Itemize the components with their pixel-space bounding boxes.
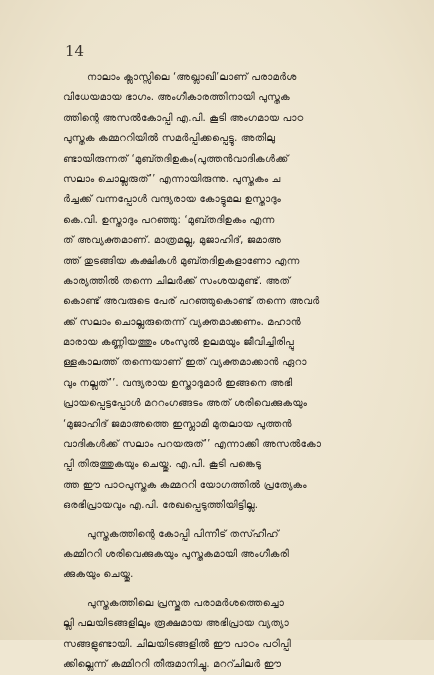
text-line: പ്പി തിരുത്തുകയും ചെയ്തു. എ.പി. കൂടി പങ്കെടു (63, 459, 262, 471)
text-line: ക്ക് സലാം ചൊല്ലരുതെന്ന് വ്യക്തമാക്കണം. മഹാൻ (63, 316, 301, 328)
text-line: ർച്ചക്ക് വന്നപ്പോൾ വന്ദ്യരായ കോട്ടുമല ഉസ്താദും (63, 194, 282, 206)
text-line: ‘മുജാഹിദ് ജമാഅത്തെ ഇസ്ലാമി മുതലായ പുത്തൻ (63, 418, 292, 430)
text-line: കെ.വി. ഉസ്താദും പറഞ്ഞു: ‘മുബ്തദിഉകം എന്ന (63, 214, 275, 226)
text-line: വും നല്ലത്’’. വന്ദ്യരായ ഉസ്താദുമാർ ഇങ്ങനെ അഭി (63, 377, 293, 389)
text-line: ക്കുകയും ചെയ്തു. (63, 569, 134, 581)
text-line: സങ്ങളുണ്ടായി. ചിലയിടങ്ങളിൽ ഈ പാഠം പഠിപ്പി (63, 638, 291, 650)
paragraph-gap (63, 586, 383, 594)
text-line: സലാം ചൊല്ലരുത്’’ എന്നായിരുന്നു. പുസ്തകം ച (63, 173, 281, 185)
text-line: നാലാം ക്ലാസ്സിലെ ‘അഖ്ലാഖി’ലാണ് പരാമർശ (87, 72, 297, 83)
text-line: വാദികൾക്ക് സലാം പറയരുത്’’ എന്നാക്കി അസൽകോ (63, 439, 322, 451)
text-line: ത്ത് തുടങ്ങിയ കക്ഷികൾ മുബ്തദിഉകളാണോ എന്ന (63, 255, 300, 267)
text-line: പ്രായപ്പെട്ടപ്പോൾ മററംഗങ്ങടം അത് ശരിവെക്കുകയും (63, 398, 308, 410)
text-line: ത്ത ഈ പാഠപുസ്തക കമ്മററി യോഗത്തിൽ പ്രത്യേകം (63, 479, 307, 491)
text-line: പുസ്തകത്തിലെ പ്രസ്തുത പരാമർശത്തെച്ചൊ (87, 597, 284, 609)
page-number: 14 (65, 42, 85, 60)
text-line: പുസ്തകത്തിന്റെ കോപ്പി പിന്നീട് തസ്ഹീഹ് (87, 528, 279, 540)
body-text (63, 68, 383, 675)
text-line: കൊണ്ട് അവരുടെ പേര് പറഞ്ഞുകൊണ്ട് തന്നെ അവർ (63, 296, 320, 308)
text-line: ത്തിന്റെ അസൽകോപ്പി എ.പി. കൂടി അംഗമായ പാഠ (63, 112, 304, 124)
paragraph-2 (63, 525, 383, 586)
text-line: പുസ്തക കമ്മററിയിൽ സമർപ്പിക്കപ്പെട്ടു. അതിലു (63, 133, 276, 145)
text-line: ത് അവ്യക്തമാണ്. മാത്രമല്ല, മുജാഹിദ്, ജമാഅ (63, 235, 282, 247)
text-line: കാര്യത്തിൽ തന്നെ ചിലർക്ക് സംശയമുണ്ട്. അത് (63, 275, 291, 287)
text-line: ല്ലി പലയിടങ്ങളിലും രൂക്ഷമായ അഭിപ്രായ വ്യത്യാ (63, 618, 289, 630)
paragraph-3 (63, 594, 383, 675)
text-line: ഒരഭിപ്രായവും എ.പി. രേഖപ്പെടുത്തിയിട്ടില്ല. (63, 500, 259, 512)
text-line: ണ്ടായിരുന്നത് ‘മുബ്തദിഉകം(പുത്തൻവാദികൾക്ക് (63, 153, 289, 165)
paragraph-gap (63, 517, 383, 525)
paragraph-1 (63, 68, 383, 517)
text-line: കമ്മിററി ശരിവെക്കുകയും പുസ്തകമായി അംഗീകരി (63, 548, 289, 560)
text-line: ക്കില്ലെന്ന് കമ്മിററി തീരുമാനിച്ചു. മററ്ചിലർ ഈ (63, 658, 282, 670)
text-line: വിധേയമായ ഭാഗം. അംഗീകാരത്തിനായി പുസ്തക (63, 92, 290, 104)
text-line: ള്ളകാലത്ത് തന്നെയാണ് ഇത് വ്യക്തമാക്കാൻ ഏറാ (63, 357, 307, 369)
text-line: മാരായ കണ്ണിയത്തും ശംസുൽ ഉലമയും ജീവിച്ചിരിപ്പു (63, 337, 294, 349)
